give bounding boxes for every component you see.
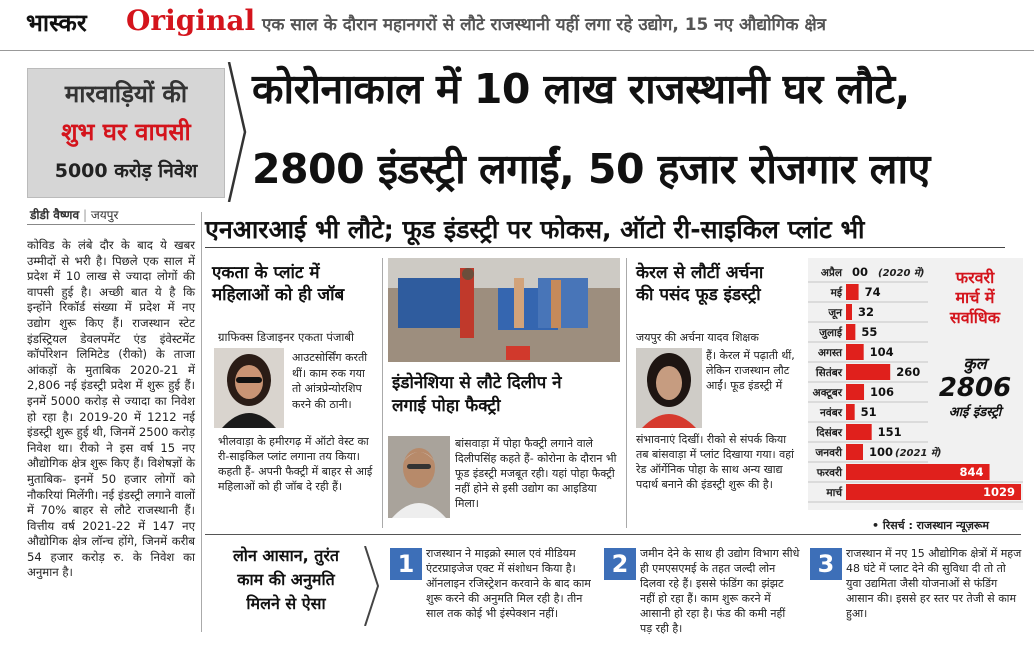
kicker-box <box>27 68 225 198</box>
ekta-photo <box>214 348 284 428</box>
chart-value-label: 55 <box>861 325 878 339</box>
brand-logo: भास्कर <box>26 9 87 37</box>
chart-bar <box>846 284 859 300</box>
chart-category-label: मार्च <box>826 487 842 499</box>
bottom-heading-2: काम की अनुमति <box>237 570 335 589</box>
ekta-portrait-icon <box>214 348 284 428</box>
chart-value-label: 32 <box>858 305 875 319</box>
chart-category-label: फरवरी <box>816 467 842 479</box>
tagline: एक साल के दौरान महानगरों से लौटे राजस्थानी यहीं लगा रहे उद्योग, 15 नए औद्योगिक क्षेत्र <box>262 15 827 35</box>
byline-author: डीडी वैष्णव <box>30 208 80 222</box>
point-text-2: जमीन देने के साथ ही उद्योग विभाग सीधे ही एमएसएमई के तहत जल्दी लोन दिलवा रहे हैं। इससे फंडिंग का झंझट नहीं हो रहा हैं। काम शुरू करने में आसानी हो रहा है। फंड की कमी नहीं पड़ रही है। <box>640 547 800 635</box>
chart-highlight-line-2: मार्च में <box>955 288 995 307</box>
bottom-heading-3: मिलने से ऐसा <box>246 594 326 613</box>
dilip-photo <box>388 436 450 518</box>
chart-bar <box>846 364 890 380</box>
story-archana-side: हैं। केरल में पढ़ाती थीं, लेकिन राजस्थान लौट आईं। फूड इंडस्ट्री में <box>706 349 795 392</box>
byline-place: जयपुर <box>90 208 119 222</box>
column-divider <box>382 258 383 528</box>
chart-value-label: 100 <box>869 445 894 459</box>
chart-value-label: 74 <box>864 285 881 299</box>
story-ekta-side: आउटसोर्सिंग करती थीं। काम रुक गया तो आंत्रप्रेन्योरशिप करने की ठानी। <box>292 351 368 411</box>
chart-category-label: जनवरी <box>815 447 842 459</box>
kicker-line-2: शुभ घर वापसी <box>61 118 191 146</box>
story-ekta-title-1: एकता के प्लांट में <box>212 263 320 283</box>
chart-highlight-line-1: फरवरी <box>955 268 995 287</box>
chart-total-value: 2806 <box>938 373 1012 403</box>
dilip-portrait-icon <box>388 436 450 518</box>
kicker-line-1: मारवाड़ियों की <box>64 80 188 108</box>
headline-line-2: 2800 इंडस्ट्री लगाईं, 50 हजार रोजगार लाए <box>252 145 930 193</box>
headline-line-1: कोरोनाकाल में 10 लाख राजस्थानी घर लौटे, <box>252 65 910 113</box>
chart-value-label: 00 <box>852 265 869 279</box>
point-number-2: 2 <box>604 548 636 580</box>
subheadline: एनआरआई भी लौटे; फूड इंडस्ट्री पर फोकस, ऑटो री-साइकिल प्लांट भी <box>205 215 865 244</box>
byline: डीडी वैष्णव | जयपुर <box>30 208 119 222</box>
chart-highlight <box>930 268 1020 328</box>
point-number-1: 1 <box>390 548 422 580</box>
chart-bar <box>846 344 864 360</box>
story-archana-title <box>636 262 763 306</box>
story-ekta-lead: ग्राफिक्स डिजाइनर एकता पंजाबी <box>218 330 354 344</box>
story-archana-title-2: की पसंद फूड इंडस्ट्री <box>636 285 761 305</box>
chart-bar <box>846 424 872 440</box>
chart-bar <box>846 304 852 320</box>
archana-portrait-icon <box>636 348 702 428</box>
bottom-arrow-icon <box>362 546 382 626</box>
chart-total-label: कुल <box>963 354 987 373</box>
archana-photo <box>636 348 702 428</box>
chart-value-label: 844 <box>959 465 984 479</box>
chart-value-label: 260 <box>896 365 921 379</box>
chart-bar <box>846 384 864 400</box>
chart-value-label: 151 <box>877 425 902 439</box>
chart-category-label: जून <box>828 307 842 319</box>
chart-category-label: मई <box>830 287 842 299</box>
bottom-heading-1: लोन आसान, तुरंत <box>232 546 340 565</box>
chart-category-label: सितंबर <box>815 367 842 379</box>
divider <box>205 247 1005 248</box>
chart-value-label: 106 <box>870 385 895 399</box>
column-divider <box>626 258 627 528</box>
factory-photo <box>388 258 620 362</box>
chart-category-label: दिसंबर <box>816 427 842 439</box>
research-credit: • रिसर्च : राजस्थान न्यूज़रूम <box>872 519 989 532</box>
chart-category-label: नवंबर <box>820 407 842 419</box>
kicker-arrow-icon <box>225 62 249 202</box>
divider <box>27 224 195 225</box>
point-number-3: 3 <box>810 548 842 580</box>
chart-highlight-line-3: सर्वाधिक <box>949 308 1001 327</box>
story-archana-title-1: केरल से लौटीं अर्चना <box>636 263 764 283</box>
chart-category-label: अक्टूबर <box>812 387 842 399</box>
story-dilip-title-1: इंडोनेशिया से लौटे दिलीप ने <box>392 373 562 393</box>
brand-original-label: Original <box>126 4 256 37</box>
chart-bar <box>846 404 855 420</box>
chart-total-sub: आई इंडस्ट्री <box>948 405 1002 420</box>
factory-scene-icon <box>388 258 620 362</box>
story-ekta-body: भीलवाड़ा के हमीरगढ़ में ऑटो वेस्ट का री-साइकिल प्लांट लगाना तय किया। कहती हैं- अपनी फैक्ट्री में बाहर से आई महिलाओं को ही जॉब दे रही हैं। <box>218 435 373 493</box>
chart-category-label: अगस्त <box>817 347 842 359</box>
chart-value-label: 51 <box>860 405 877 419</box>
bottom-heading <box>212 544 360 616</box>
chart-year-note: (2021 में) <box>895 448 942 459</box>
story-dilip-title <box>392 372 562 418</box>
story-ekta-title <box>212 262 344 306</box>
chart-bar <box>846 444 863 460</box>
point-text-1: राजस्थान ने माइक्रो स्माल एवं मीडियम एंटरप्राइजेज एक्ट में संशोधन किया है। ऑनलाइन रजिस्ट्रेशन करवाने के बाद काम शुरू करने की अनुमति मिल रही है। तीन साल तक कोई भी इंस्पेक्शन नहीं। <box>426 547 591 620</box>
chart-value-label: 104 <box>869 345 894 359</box>
main-article-text: कोविड के लंबे दौर के बाद ये खबर उम्मीदों से भरी है। पिछले एक साल में प्रदेश में 10 लाख से ज्यादा लोगों की वापसी हुई है। अच्छी बात ये है कि इन्होंने रिकॉर्ड संख्या में प्रदेश में नए उद्योग शुरू किए हैं। राजस्थान स्टेट इंडस्ट्रियल डेवलपमेंट एंड इंवेस्टमेंट कॉर्पोरेशन लिमिटेड (रीको) के ताजा आंकड़ों के मुताबिक 2020-21 में 2,806 नई इंडस्ट्री प्रदेश में शुरू हुई हैं। इनमें 5000 करोड़ से ज्यादा का निवेश हो रहा है। 2019-20 में 1212 नई इंडस्ट्री शुरू हुई थी, जिनमें 2500 करोड़ निवेश था। रीको ने इस वर्ष 15 नए औद्योगिक क्षेत्र शुरू किए हैं। विशेषज्ञों के मुताबिक- इनमें 50 हजार लोगों को नौकरियां मिलेंगी। नई इंडस्ट्री लगाने वालों में 70% बाहर से लौटे राजस्थानी हैं। वित्तीय वर्ष 2021-22 में 147 नए औद्योगिक क्षेत्र लॉन्च होंगे, जिनमें करीब 54 हजार करोड़ रु. के निवेश का अनुमान है। <box>27 238 195 580</box>
chart-total <box>930 352 1020 420</box>
chart-year-note: (2020 में) <box>878 268 925 279</box>
column-divider <box>201 212 202 632</box>
chart-category-label: अप्रैल <box>820 267 842 279</box>
story-dilip-title-2: लगाई पोहा फैक्ट्री <box>392 396 501 416</box>
point-text-3: राजस्थान में नए 15 औद्योगिक क्षेत्रों में महज 48 घंटे में प्लाट देने की सुविधा दी तो तो युवा उद्यमिता जैसी योजनाओं से फंडिंग आसान की। इससे हर स्तर पर तेजी से काम हुआ। <box>846 547 1022 620</box>
story-ekta-title-2: महिलाओं को ही जॉब <box>212 285 345 305</box>
story-archana-body: संभावनाएं दिखीं। रीको से संपर्क किया तब बांसवाड़ा में प्लांट दिखाया गया। वहां रेड ऑर्गेनिक पोहा के साथ अन्य खाद्य पदार्थ बनाने की इंडस्ट्री शुरू की है। <box>636 433 794 491</box>
chart-value-label: 1029 <box>982 485 1015 499</box>
chart-category-label: जुलाई <box>819 327 842 339</box>
divider <box>205 534 1021 535</box>
story-archana-lead: जयपुर की अर्चना यादव शिक्षक <box>636 331 759 344</box>
kicker-line-3: 5000 करोड़ निवेश <box>54 160 198 182</box>
chart-bar <box>846 324 855 340</box>
story-dilip-body: बांसवाड़ा में पोहा फैक्ट्री लगाने वाले दिलीपसिंह कहते हैं- कोरोना के दौरान भी फूड इंडस्ट्री मजबूत रही। यहां पोहा फैक्ट्री नहीं होने से इसी उद्योग का आइडिया मिला। <box>455 437 617 510</box>
